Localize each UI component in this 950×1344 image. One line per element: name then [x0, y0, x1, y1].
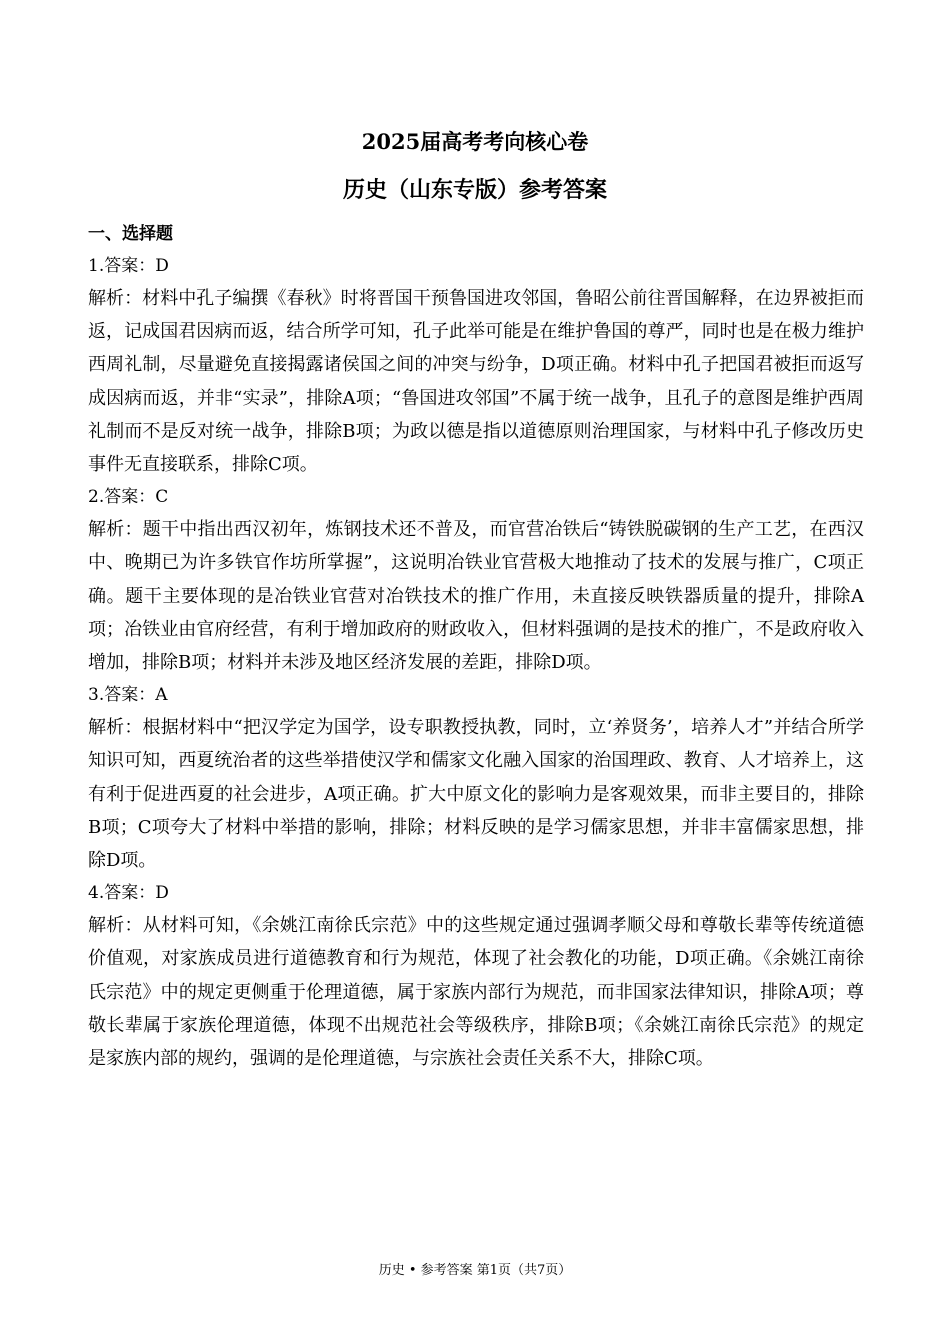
question-block-4: [88, 877, 864, 1075]
answer-line: 1.答案：D: [88, 256, 169, 276]
analysis-paragraph: 解析：材料中孔子编撰《春秋》时将晋国干预鲁国进攻邻国，鲁昭公前往晋国解释，在边界被拒而返，记成国君因病而返，结合所学可知，孔子此举可能是在维护鲁国的尊严，同时也是在极力维护西周礼制，尽量避免直接揭露诸侯国之间的冲突与纷争，D项正确。材料中孔子把国君被拒而返写成因病而返，并非“实录”，排除A项；“鲁国进攻邻国”不属于统一战争，且孔子的意图是维护西周礼制而不是反对统一战争，排除B项；为政以德是指以道德原则治理国家，与材料中孔子修改历史事件无直接联系，排除C项。: [88, 288, 864, 476]
page-footer: 历史 • 参考答案 第1页（共7页）: [378, 1263, 572, 1278]
question-block-3: [88, 679, 864, 877]
question-block-2: [88, 481, 864, 679]
answer-line: 4.答案：D: [88, 883, 169, 904]
answer-line: 2.答案：C: [88, 487, 169, 508]
answer-content: [88, 218, 864, 1075]
answer-line: 3.答案：A: [88, 685, 168, 706]
analysis-paragraph: 解析：从材料可知，《余姚江南徐氏宗范》中的这些规定通过强调孝顺父母和尊敬长辈等传统道德价值观，对家族成员进行道德教育和行为规范，体现了社会教化的功能，D项正确。《余姚江南徐氏宗范》中的规定更侧重于伦理道德，属于家族内部行为规范，而非国家法律知识，排除A项；尊敬长辈属于家族伦理道德，体现不出规范社会等级秩序，排除B项；《余姚江南徐氏宗范》的规定是家族内部的规约，强调的是伦理道德，与宗族社会责任关系不大，排除C项。: [88, 915, 864, 1070]
analysis-paragraph: 解析：题干中指出西汉初年，炼钢技术还不普及，而官营冶铁后“铸铁脱碳钢的生产工艺，在西汉中、晚期已为许多铁官作坊所掌握”，这说明冶铁业官营极大地推动了技术的发展与推广，C项正确。题干主要体现的是冶铁业官营对冶铁技术的推广作用，未直接反映铁器质量的提升，排除A项；冶铁业由官府经营，有利于增加政府的财政收入，但材料强调的是技术的推广，不是政府收入增加，排除B项；材料并未涉及地区经济发展的差距，排除D项。: [88, 519, 864, 674]
section-heading: 一、选择题: [88, 224, 173, 244]
question-block-1: [88, 250, 864, 481]
analysis-paragraph: 解析：根据材料中“把汉学定为国学，设专职教授执教，同时，立‘养贤务’，培养人才”并结合所学知识可知，西夏统治者的这些举措使汉学和儒家文化融入国家的治国理政、教育、人才培养上，这有利于促进西夏的社会进步，A项正确。扩大中原文化的影响力是客观效果，而非主要目的，排除B项；C项夸大了材料中举措的影响，排除；材料反映的是学习儒家思想，并非丰富儒家思想，排除D项。: [88, 717, 864, 872]
page-subtitle: 历史（山东专版）参考答案: [342, 177, 607, 203]
page-title: 2025届高考考向核心卷: [361, 129, 589, 154]
